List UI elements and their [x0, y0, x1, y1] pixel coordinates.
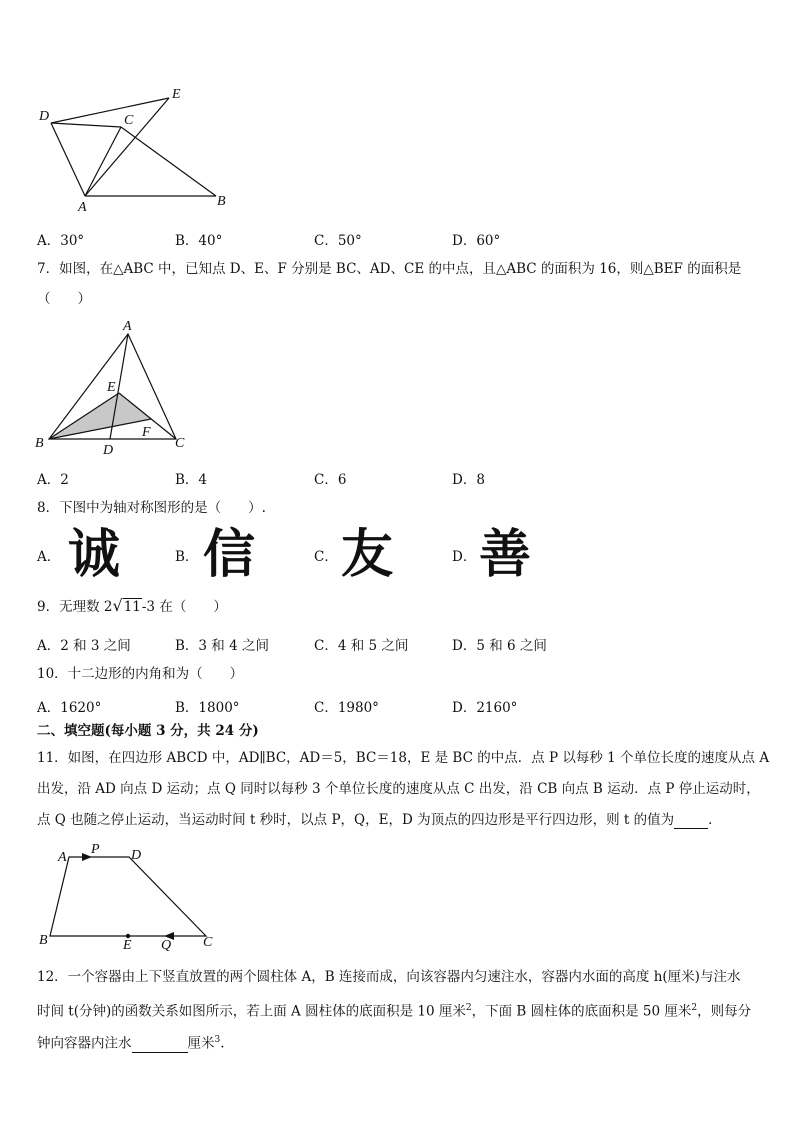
label-P: P: [91, 842, 100, 857]
shaded-triangle-BEF: [49, 393, 151, 439]
figure-q11: [30, 840, 225, 955]
label-B: B: [217, 194, 226, 209]
q9-option-a[interactable]: A．2 和 3 之间: [37, 638, 131, 654]
q10-option-d[interactable]: D．2160°: [452, 700, 518, 716]
q7-option-b[interactable]: B．4: [175, 472, 208, 488]
label-E: E: [172, 87, 181, 102]
q12-line2-end: ，则每分: [697, 1003, 752, 1020]
label-A: A: [58, 850, 67, 865]
segment-AC: [85, 127, 121, 196]
section-heading-fill-in: 二、填空题(每小题 3 分，共 24 分): [37, 723, 259, 739]
q12-stem-line3: [37, 1031, 225, 1053]
label-C: C: [124, 113, 134, 128]
q7-option-a[interactable]: A．2: [37, 472, 69, 488]
segment-DC: [51, 123, 121, 127]
q8-stem: 8．下图中为轴对称图形的是（ ）.: [37, 500, 266, 516]
q11-stem-line3: [37, 811, 722, 829]
q11-answer-blank[interactable]: [674, 814, 708, 829]
label-A: A: [123, 319, 132, 334]
q11-stem-line1: 11．如图，在四边形 ABCD 中，AD∥BC，AD＝5，BC＝18，E 是 BC 的中点．点 P 以每秒 1 个单位长度的速度从点 A: [37, 750, 770, 766]
q10-option-b[interactable]: B．1800°: [175, 700, 240, 716]
q12-line3-text: 钟向容器内注水: [37, 1035, 132, 1052]
q10-stem: 10．十二边形的内角和为（ ）: [37, 666, 244, 682]
q6-option-a[interactable]: A．30°: [37, 233, 85, 249]
q9-option-c[interactable]: C．4 和 5 之间: [314, 638, 409, 654]
segment-DA: [51, 123, 85, 196]
q8-option-d-letter[interactable]: D．: [452, 549, 477, 565]
figure-q6: [30, 80, 240, 215]
q6-option-c[interactable]: C．50°: [314, 233, 362, 249]
q8-option-b-letter[interactable]: B．: [175, 549, 199, 565]
q12-line2-mid: ，下面 B 圆柱体的底面积是 50 厘米: [471, 1003, 692, 1020]
label-E: E: [123, 938, 132, 953]
sqrt-symbol-icon: √: [112, 596, 123, 615]
q8-option-a-letter[interactable]: A．: [37, 549, 61, 565]
q9-option-b[interactable]: B．3 和 4 之间: [175, 638, 269, 654]
q9-radicand: 11: [123, 599, 141, 615]
q9-coefficient: 2: [103, 599, 113, 615]
q12-line3-unit: 厘米: [187, 1035, 215, 1052]
q7-option-d[interactable]: D．8: [452, 472, 485, 488]
q12-exponent-c: 3: [214, 1035, 221, 1045]
quadrilateral-ABCD: [50, 857, 206, 936]
label-C: C: [203, 935, 213, 950]
q9-suffix: -3 在（ ）: [141, 599, 227, 615]
q10-option-a[interactable]: A．1620°: [37, 700, 102, 716]
q9-option-d[interactable]: D．5 和 6 之间: [452, 638, 547, 654]
label-B: B: [35, 436, 44, 451]
q12-line2-text: 时间 t(分钟)的函数关系如图所示，若上面 A 圆柱体的底面积是 10 厘米: [37, 1003, 466, 1020]
label-E: E: [107, 380, 116, 395]
q8-option-d-char[interactable]: 善: [479, 525, 532, 585]
label-F: F: [142, 425, 151, 440]
q12-exponent-a: 2: [465, 1003, 472, 1013]
q11-stem-line2: 出发，沿 AD 向点 D 运动；点 Q 同时以每秒 3 个单位长度的速度从点 C 出发，沿 CB 向点 B 运动．点 P 停止运动时，: [37, 781, 760, 797]
label-B: B: [39, 933, 48, 948]
q8-option-c-letter[interactable]: C．: [314, 549, 338, 565]
label-C: C: [175, 436, 185, 451]
label-Q: Q: [161, 938, 172, 953]
q12-stem-line1: 12．一个容器由上下竖直放置的两个圆柱体 A，B 连接而成，向该容器内匀速注水，容器内水面的高度 h(厘米)与注水: [37, 969, 741, 985]
q9-prefix: 9．无理数: [37, 599, 100, 615]
q12-answer-blank[interactable]: [132, 1038, 188, 1053]
q10-option-c[interactable]: C．1980°: [314, 700, 379, 716]
label-D: D: [103, 443, 114, 458]
q8-option-c-char[interactable]: 友: [341, 525, 394, 585]
q6-option-b[interactable]: B．40°: [175, 233, 223, 249]
q12-line3-end: .: [220, 1035, 225, 1052]
q11-line3-end: ．: [708, 812, 722, 828]
q12-exponent-b: 2: [691, 1003, 698, 1013]
q6-option-d[interactable]: D．60°: [452, 233, 501, 249]
figure-q7: [30, 316, 200, 458]
label-A: A: [78, 200, 87, 215]
label-D: D: [39, 109, 50, 124]
q12-stem-line2: [37, 999, 751, 1021]
q11-line3-text: 点 Q 也随之停止运动，当运动时间 t 秒时，以点 P，Q，E，D 为顶点的四边形是平行四边形，则 t 的值为: [37, 812, 675, 828]
q7-stem-line1: 7．如图，在△ABC 中，已知点 D、E、F 分别是 BC、AD、CE 的中点，且△ABC 的面积为 16，则△BEF 的面积是: [37, 261, 742, 277]
q7-option-c[interactable]: C．6: [314, 472, 347, 488]
segment-CB: [121, 127, 216, 196]
q9-stem: [37, 597, 227, 616]
q8-option-b-char[interactable]: 信: [203, 525, 256, 585]
label-D: D: [131, 848, 142, 863]
q7-stem-line2: （ ）: [37, 291, 91, 307]
q8-option-a-char[interactable]: 诚: [68, 525, 121, 585]
